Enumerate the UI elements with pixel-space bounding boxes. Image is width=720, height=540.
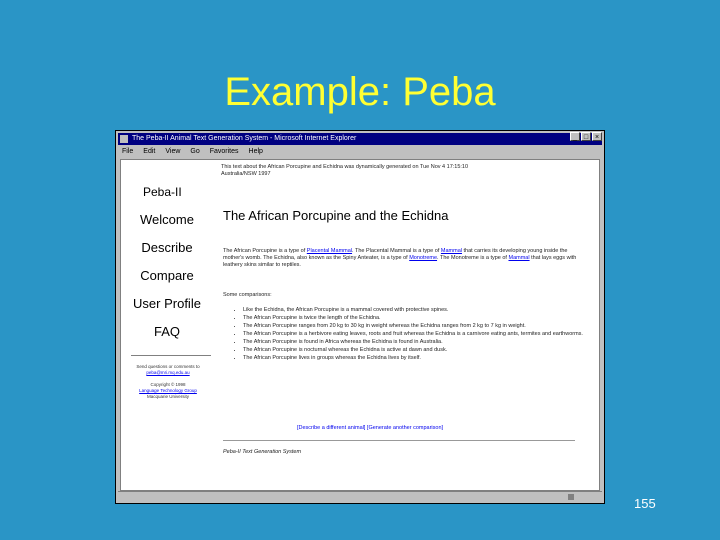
menu-favorites[interactable]: Favorites	[209, 148, 239, 155]
nav-welcome[interactable]: Welcome	[140, 212, 194, 227]
action-links	[297, 425, 443, 432]
list-item: • The African Porcupine is twice the length of the Echidna.	[243, 315, 593, 322]
slide-page-number: 155	[634, 496, 656, 511]
footer-divider	[223, 440, 575, 441]
description-paragraph	[223, 248, 583, 269]
menu-go[interactable]: Go	[190, 148, 200, 155]
link-mammal[interactable]: Mammal	[508, 255, 530, 261]
browser-window	[115, 130, 605, 504]
window-title: The Peba-II Animal Text Generation System - Microsoft Internet Explorer	[132, 135, 357, 142]
sidebar-divider	[131, 355, 211, 356]
link-placental-mammal[interactable]: Placental Mammal	[306, 248, 353, 254]
comparisons-label: Some comparisons:	[223, 292, 272, 298]
list-item: • Like the Echidna, the African Porcupine is a mammal covered with protective spines.	[243, 307, 593, 314]
para-text: . The Placental Mammal is a type of	[352, 248, 441, 254]
ie-app-icon	[120, 135, 128, 143]
nav-faq[interactable]: FAQ	[153, 324, 180, 339]
para-text: . The Monotreme is a type of	[437, 255, 509, 261]
menu-view[interactable]: View	[165, 148, 181, 155]
nav-compare[interactable]: Compare	[140, 268, 194, 283]
menu-file[interactable]: File	[122, 148, 134, 155]
list-item: • The African Porcupine lives in groups whereas the Echidna lives by itself.	[243, 355, 593, 362]
sidebar-contact-link[interactable]	[127, 370, 209, 376]
para-text: that carries its developing young inside the mother's womb. The Echidna, also known as the Spiny Anteater, is a type of	[223, 248, 568, 261]
sidebar-contact-text: Send questions or comments to	[136, 364, 200, 369]
main-content	[221, 160, 591, 490]
nav-describe[interactable]: Describe	[141, 240, 193, 255]
menu-edit[interactable]: Edit	[143, 148, 156, 155]
menu-bar	[118, 146, 602, 158]
window-titlebar[interactable]	[118, 133, 602, 145]
link-monotreme[interactable]: Monotreme	[409, 255, 438, 261]
list-item: • The African Porcupine ranges from 20 kg to 30 kg in weight whereas the Echidna ranges from 2 kg to 7 kg in weight.	[243, 323, 593, 330]
status-bar	[118, 491, 602, 502]
generate-comparison-link[interactable]: [Generate another comparison]	[366, 425, 444, 431]
link-mammal[interactable]: Mammal	[440, 248, 462, 254]
doc-title: The African Porcupine and the Echidna	[223, 208, 449, 223]
list-item: • The African Porcupine is found in Africa whereas the Echidna is found in Australia.	[243, 339, 593, 346]
close-button[interactable]: ×	[592, 132, 602, 141]
maximize-button[interactable]: □	[581, 132, 591, 141]
menu-help[interactable]: Help	[248, 148, 263, 155]
brand-title: Peba-II	[143, 185, 182, 199]
list-item: • The African Porcupine is nocturnal whereas the Echidna is active at dawn and dusk.	[243, 347, 593, 354]
page-footer: Peba-II Text Generation System	[223, 449, 302, 455]
comparison-list	[235, 307, 593, 363]
ltg-link[interactable]: Language Technology Group	[139, 388, 197, 393]
nav-user-profile[interactable]: User Profile	[133, 296, 201, 311]
zone-icon	[568, 494, 574, 500]
sidebar	[121, 160, 213, 490]
para-text: that lays eggs with leathery skins similar to reptiles.	[223, 255, 577, 268]
para-text: The African Porcupine is a type of	[223, 248, 307, 254]
page-content	[120, 159, 600, 491]
slide-title: Example: Peba	[224, 70, 496, 114]
list-item: • The African Porcupine is a herbivore eating leaves, roots and fruit whereas the Echidna is a carnivore eating ants, termites and earthworms.	[243, 331, 593, 338]
minimize-button[interactable]: _	[570, 132, 580, 141]
contact-link[interactable]: peba@mri.mq.edu.au	[146, 370, 190, 375]
generation-note: This text about the African Porcupine and Echidna was dynamically generated on Tue Nov 4 17:15:10 Australia/NSW 1997	[221, 164, 469, 177]
window-controls	[570, 132, 602, 141]
describe-another-link[interactable]: [Describe a different animal]	[297, 425, 366, 431]
sidebar-university: Macquarie University	[146, 394, 189, 399]
sidebar-copyright: Copyright © 1998	[150, 382, 186, 387]
